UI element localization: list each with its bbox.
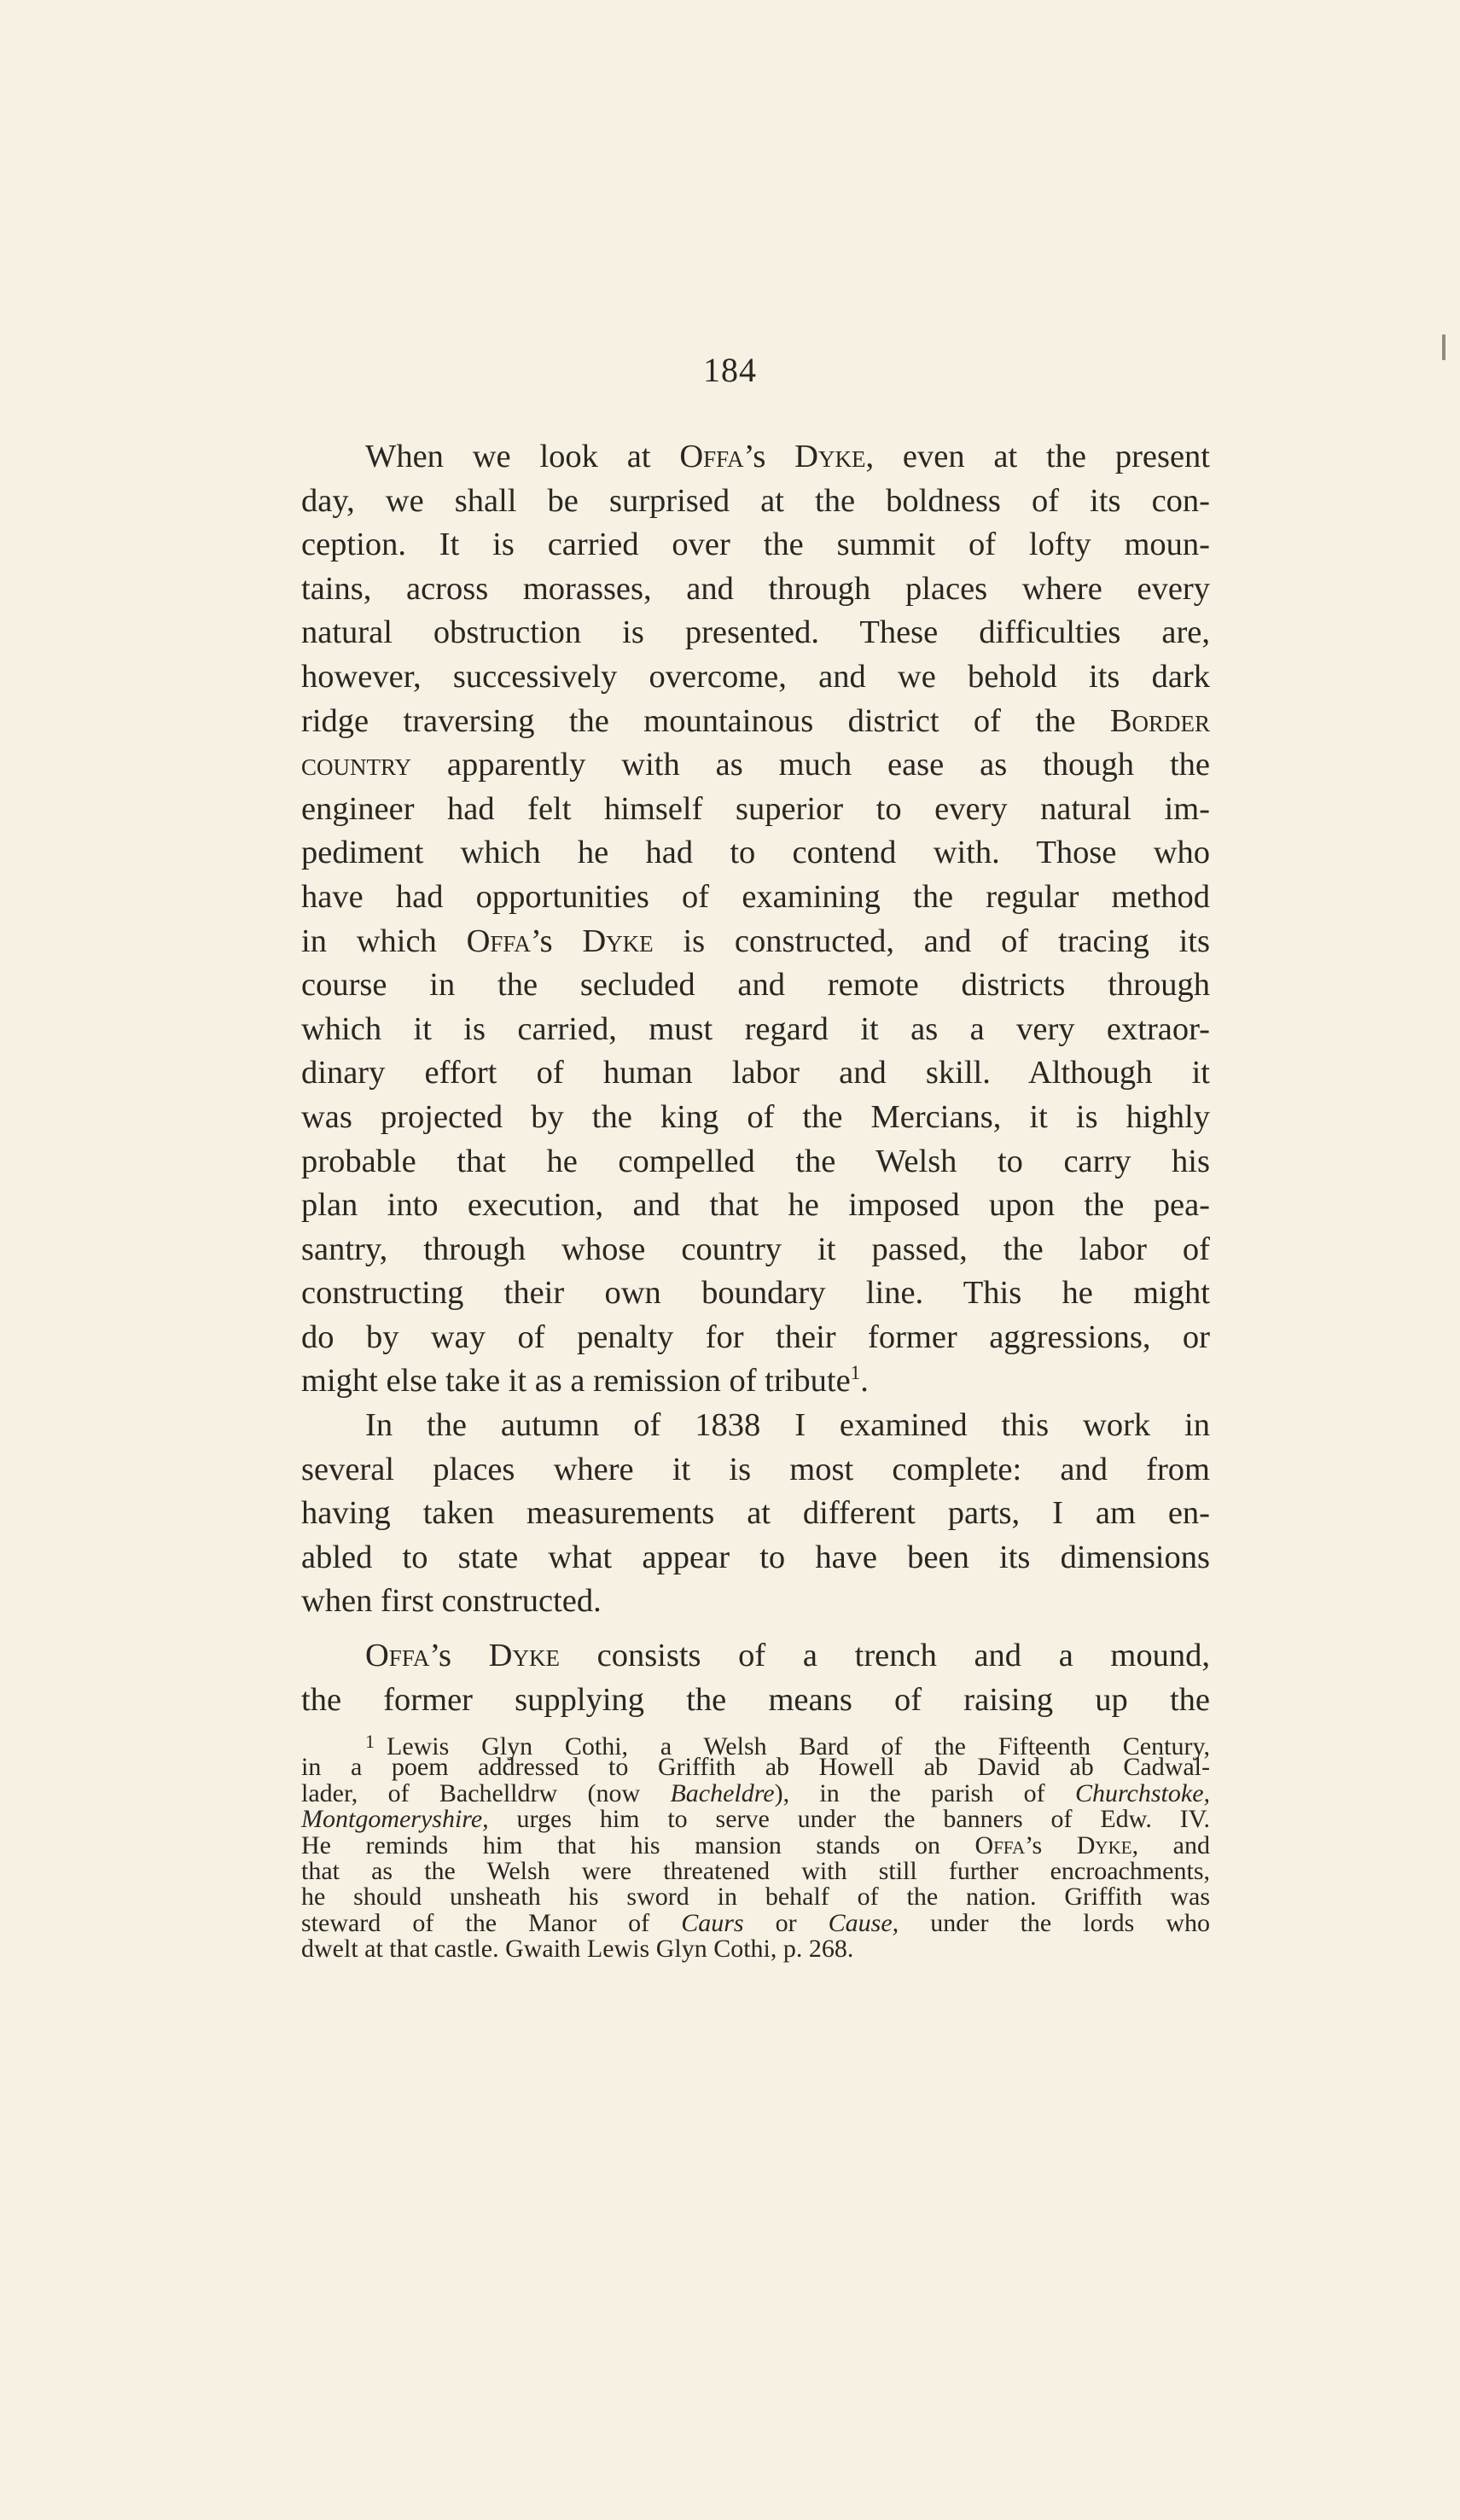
paragraph-1-line: however, successively overcome, and we behold its dark	[301, 658, 1210, 695]
paragraph-2-line: abled to state what appear to have been its dimensions	[301, 1539, 1210, 1575]
paragraph-2-line: several places where it is most complete: and from	[301, 1451, 1210, 1487]
paragraph-1-line: ridge traversing the mountainous district of the Border	[301, 702, 1210, 739]
paragraph-3-line: Offa’s Dyke consists of a trench and a mound,	[365, 1638, 1210, 1674]
paragraph-1-line: plan into execution, and that he imposed upon the pea-	[301, 1187, 1210, 1224]
footnote	[301, 1729, 1210, 1963]
paragraph-1-line: engineer had felt himself superior to every natural im-	[301, 790, 1210, 827]
paragraph-2-line: when first constructed.	[301, 1583, 602, 1620]
footnote-reference: 1	[850, 1361, 861, 1384]
paragraph-1-line: might else take it as a remission of tribute$^1$.	[301, 1361, 869, 1400]
footnote-line: $^1$ Lewis Glyn Cothi, a Welsh Bard of the Fifteenth Century,	[365, 1731, 1210, 1761]
footnote-line: lader, of Bachelldrw (now Bacheldre), in the parish of Churchstoke,	[301, 1778, 1211, 1807]
paragraph-1-line: course in the secluded and remote districts through	[301, 967, 1210, 1004]
paragraph-1-line: When we look at Offa’s Dyke, even at the present	[365, 439, 1210, 474]
paragraph-2-line: having taken measurements at different parts, I am en-	[301, 1495, 1210, 1532]
body-text	[301, 435, 1210, 1722]
paragraph-3-line: the former supplying the means of raising up the	[301, 1681, 1210, 1718]
paragraph-1-line: santry, through whose country it passed, the labor of	[301, 1231, 1210, 1267]
paragraph-1-line: constructing their own boundary line. This he might	[301, 1275, 1210, 1312]
paragraph-1-line: tains, across morasses, and through places where every	[301, 570, 1210, 607]
footnote-line: Montgomeryshire, urges him to serve under the banners of Edw. IV.	[301, 1805, 1210, 1834]
paragraph-1-line: do by way of penalty for their former aggressions, or	[301, 1318, 1210, 1355]
paragraph-1-line: country apparently with as much ease as though the	[301, 747, 1210, 783]
paragraph-1-line: probable that he compelled the Welsh to carry his	[301, 1143, 1210, 1179]
footnote-line: in a poem addressed to Griffith ab Howell ab David ab Cadwal-	[301, 1753, 1210, 1782]
paragraph-1-line: ception. It is carried over the summit of lofty moun-	[301, 527, 1210, 563]
paragraph-1-line: pediment which he had to contend with. Those who	[301, 835, 1210, 871]
paragraph-1-line: have had opportunities of examining the regular method	[301, 878, 1210, 915]
paragraph-1-line: was projected by the king of the Mercians, it is highly	[301, 1098, 1210, 1135]
footnote-line: steward of the Manor of Caurs or Cause, under the lords who	[301, 1908, 1210, 1937]
paragraph-1-line: day, we shall be surprised at the boldness of its con-	[301, 482, 1210, 519]
paragraph-2-line: In the autumn of 1838 I examined this work in	[365, 1407, 1210, 1444]
footnote-line: dwelt at that castle. Gwaith Lewis Glyn Cothi, p. 268.	[301, 1935, 854, 1964]
page-number: 184	[703, 351, 757, 389]
paragraph-gap	[301, 1624, 1210, 1634]
paragraph-1-line: which it is carried, must regard it as a very extraor-	[301, 1010, 1210, 1047]
footnote-marker: 1	[365, 1731, 375, 1752]
footnote-line: he should unsheath his sword in behalf of the nation. Griffith was	[301, 1883, 1210, 1912]
paragraph-1-line: dinary effort of human labor and skill. Although it	[301, 1055, 1210, 1091]
paragraph-1-line: in which Offa’s Dyke is constructed, and of tracing its	[301, 922, 1210, 959]
paragraph-1-line: natural obstruction is presented. These difficulties are,	[301, 614, 1210, 651]
footnote-line: He reminds him that his mansion stands on Offa’s Dyke, and	[301, 1830, 1210, 1859]
footnote-line: that as the Welsh were threatened with still further encroachments,	[301, 1856, 1210, 1885]
